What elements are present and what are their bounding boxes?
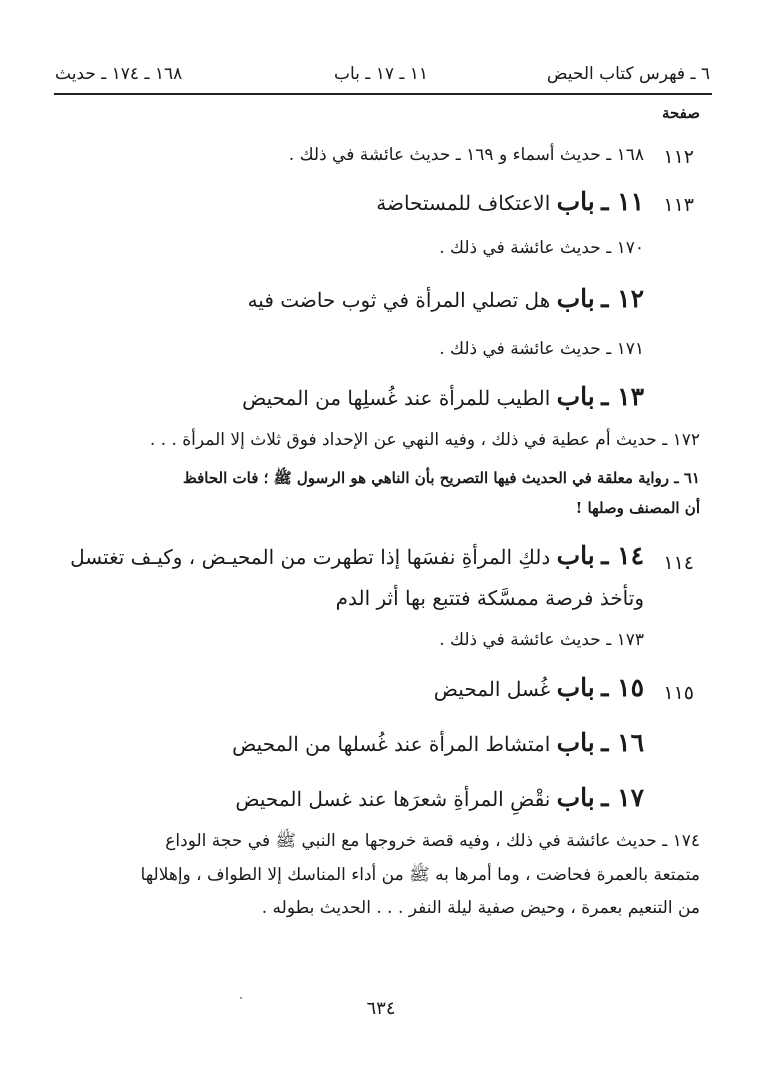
chapter-heading-14	[70, 541, 644, 570]
hadith-entry-172: ١٧٢ ـ حديث أم عطية في ذلك ، وفيه النهي عن الإحداد فوق ثلاث إلا المرأة . . .	[149, 430, 700, 450]
hadith-entry-171: ١٧١ ـ حديث عائشة في ذلك .	[439, 339, 644, 359]
chapter-heading-17	[235, 783, 644, 812]
chapter-bab-word: باب	[556, 728, 595, 757]
chapter-number: ١١ ـ	[601, 187, 644, 216]
chapter-bab-word: باب	[556, 783, 595, 812]
page-ref-114: ١١٤	[663, 552, 694, 574]
chapter-number: ١٤ ـ	[601, 541, 644, 570]
chapter-title: دلكِ المرأةِ نفسَها إذا تطهرت من المحيـض ، وكيـف تغتسل	[70, 545, 551, 569]
hadith-entry-174-line3: من التنعيم بعمرة ، وحيض صفية ليلة النفر . . . الحديث بطوله .	[261, 898, 700, 918]
chapter-bab-word: باب	[556, 382, 595, 411]
chapter-heading-12	[248, 284, 644, 313]
running-header-title: ٦ ـ فهرس كتاب الحيض	[546, 64, 710, 84]
chapter-heading-15	[434, 673, 644, 702]
chapter-heading-11	[376, 187, 644, 216]
chapter-14-title-continuation: وتأخذ فرصة ممسَّكة فتتبع بها أثر الدم	[335, 586, 644, 610]
running-header-range: ١١ ـ ١٧ ـ باب	[333, 64, 429, 84]
hadith-entry-174-line1: ١٧٤ ـ حديث عائشة في ذلك ، وفيه قصة خروجها مع النبي ﷺ في حجة الوداع	[165, 831, 700, 851]
page-column-heading: صفحة	[661, 104, 700, 122]
note-61-line1: ٦١ ـ رواية معلقة في الحديث فيها التصريح بأن الناهي هو الرسول ﷺ ؛ فات الحافظ	[182, 469, 700, 487]
chapter-title: غُسل المحيض	[433, 677, 551, 701]
chapter-bab-word: باب	[556, 673, 595, 702]
chapter-title: الاعتكاف للمستحاضة	[376, 191, 551, 215]
page-number: ٦٣٤	[366, 998, 396, 1019]
chapter-number: ١٥ ـ	[601, 673, 644, 702]
chapter-number: ١٧ ـ	[601, 783, 644, 812]
chapter-heading-16	[232, 728, 644, 757]
page-ref-112: ١١٢	[663, 146, 694, 168]
page-ref-113: ١١٣	[663, 194, 694, 216]
note-61-line2: أن المصنف وصلها !	[575, 499, 700, 517]
page-ref-115: ١١٥	[663, 682, 694, 704]
running-header-hadith-range: ١٦٨ ـ ١٧٤ ـ حديث	[55, 64, 183, 84]
hadith-entry-170: ١٧٠ ـ حديث عائشة في ذلك .	[439, 238, 644, 258]
hadith-entry-168: ١٦٨ ـ حديث أسماء و ١٦٩ ـ حديث عائشة في ذلك .	[288, 145, 644, 165]
chapter-bab-word: باب	[556, 284, 595, 313]
chapter-title: امتشاط المرأة عند غُسلها من المحيض	[232, 732, 551, 756]
header-rule	[54, 93, 712, 95]
hadith-entry-174-line2: متمتعة بالعمرة فحاضت ، وما أمرها به ﷺ من أداء المناسك إلا الطواف ، وإهلالها	[140, 865, 700, 885]
chapter-number: ١٢ ـ	[601, 284, 644, 313]
chapter-bab-word: باب	[556, 541, 595, 570]
chapter-number: ١٦ ـ	[601, 728, 644, 757]
chapter-number: ١٣ ـ	[601, 382, 644, 411]
hadith-entry-173: ١٧٣ ـ حديث عائشة في ذلك .	[439, 630, 644, 650]
chapter-heading-13	[242, 382, 644, 411]
chapter-title: الطيب للمرأة عند غُسلِها من المحيض	[242, 386, 551, 410]
chapter-title: نقْضِ المرأةِ شعرَها عند غسل المحيض	[235, 787, 551, 811]
chapter-bab-word: باب	[556, 187, 595, 216]
chapter-title: هل تصلي المرأة في ثوب حاضت فيه	[247, 288, 551, 312]
